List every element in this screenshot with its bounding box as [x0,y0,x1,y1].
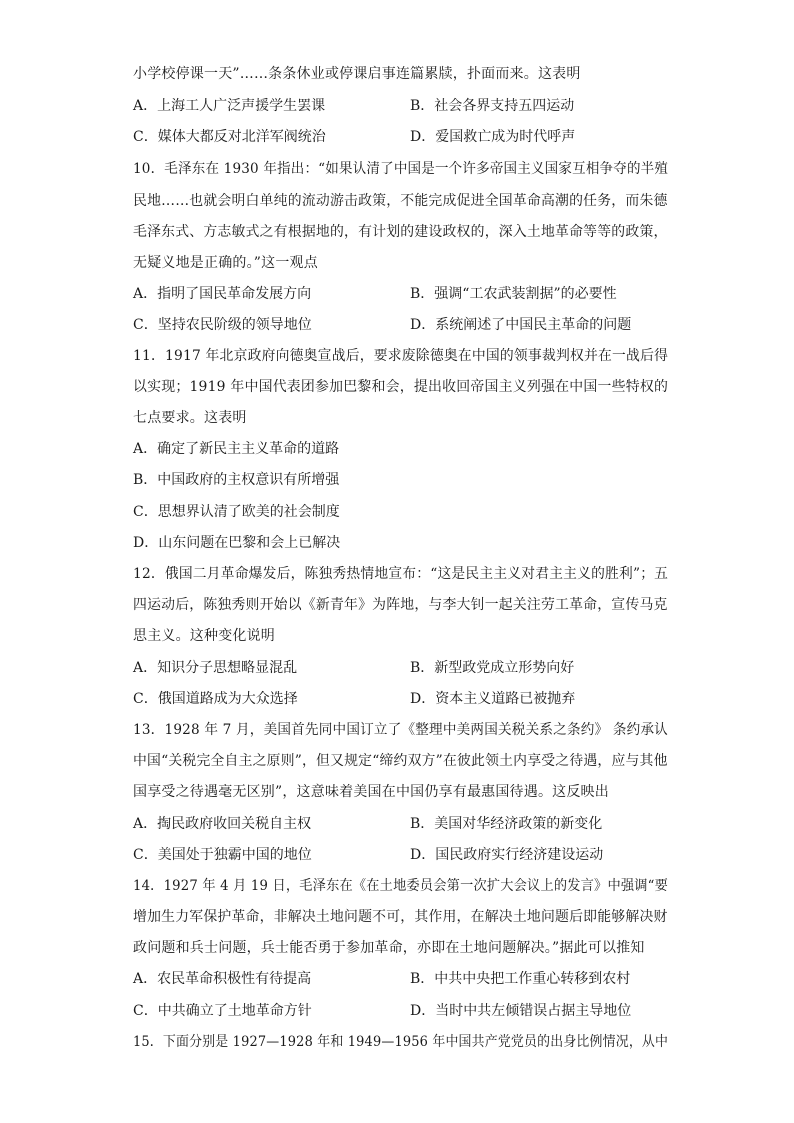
q13-option-d: D．国民政府实行经济建设运动 [410,847,604,863]
q10-stem-line: 民地……也就会明白单纯的流动游击政策，不能完成促进全国革命高潮的任务，而朱德 [133,193,668,209]
q14-option-b: B．中共中央把工作重心转移到农村 [410,971,631,987]
q11-stem-line: 七点要求。这表明 [133,410,247,426]
q9-option-a: A．上海工人广泛声援学生罢课 [133,98,326,114]
q11-option-d: D．山东问题在巴黎和会上已解决 [133,535,341,551]
q14-stem-line: 增加生力军保护革命，非解决土地问题不可，其作用，在解决土地问题后即能够解决财 [133,909,668,925]
q9-option-d: D．爱国救亡成为时代呼声 [410,129,576,145]
q13-option-a: A．掏民政府收回关税自主权 [133,816,312,832]
q14-stem-line: 14．1927 年 4 月 19 日，毛泽东在《在土地委员会第一次扩大会议上的发言》中强调“要 [133,878,669,894]
q14-option-d: D．当时中共左倾错误占据主导地位 [410,1003,632,1019]
q10-stem-line: 毛泽东式、方志敏式之有根据地的，有计划的建设政权的，深入土地革命等等的政策， [133,224,668,240]
q13-stem-line: 国享受之待遇毫无区别”，这意味着美国在中国仍享有最惠国待遇。这反映出 [133,784,609,800]
q11-option-b: B．中国政府的主权意识有所增强 [133,472,340,488]
q12-stem-line: 思主义。这种变化说明 [133,628,275,644]
q9-option-c: C．媒体大都反对北洋军阀统治 [133,129,326,145]
q12-option-c: C．俄国道路成为大众选择 [133,691,298,707]
q11-stem-line: 以实现；1919 年中国代表团参加巴黎和会，提出收回帝国主义列强在中国一些特权的 [133,379,669,395]
q10-option-b: B．强调“工农武装割据”的必要性 [410,286,617,302]
q12-stem-line: 12．俄国二月革命爆发后，陈独秀热情地宣布：“这是民主主义对君主主义的胜利”；五 [133,566,669,582]
q9-option-b: B．社会各界支持五四运动 [410,98,575,114]
q15-stem-line: 15．下面分别是 1927—1928 年和 1949—1956 年中国共产党党员的出身比例情况，从中 [133,1034,669,1050]
q12-stem-line: 四运动后，陈独秀则开始以《新青年》为阵地，与李大钊一起关注劳工革命，宣传马克 [133,597,668,613]
q10-option-a: A．指明了国民革命发展方向 [133,286,312,302]
q10-stem-line: 无疑义地是正确的。”这一观点 [133,255,318,271]
q11-option-c: C．思想界认清了欧美的社会制度 [133,504,340,520]
q14-option-c: C．中共确立了土地革命方针 [133,1003,312,1019]
q10-option-c: C．坚持农民阶级的领导地位 [133,317,312,333]
q11-option-a: A．确定了新民主主义革命的道路 [133,441,340,457]
q13-option-c: C．美国处于独霸中国的地位 [133,847,312,863]
q14-option-a: A．农民革命积极性有待提高 [133,971,312,987]
q12-option-b: B．新型政党成立形势向好 [410,660,575,676]
q13-option-b: B．美国对华经济政策的新变化 [410,816,603,832]
q12-option-a: A．知识分子思想略显混乱 [133,660,298,676]
q13-stem-line: 13．1928 年 7 月，美国首先同中国订立了《整理中美两国关税关系之条约》 条约承认 [133,722,668,738]
q12-option-d: D．资本主义道路已被抛弃 [410,691,576,707]
q10-stem-line: 10．毛泽东在 1930 年指出：“如果认清了中国是一个许多帝国主义国家互相争夺的半殖 [133,161,669,177]
q11-stem-line: 11．1917 年北京政府向德奥宣战后，要求废除德奥在中国的领事裁判权并在一战后得 [133,348,669,364]
q13-stem-line: 中国“关税完全自主之原则”，但又规定“缔约双方”在彼此领土内享受之待遇，应与其他 [133,753,668,769]
intro-line: 小学校停课一天”……条条休业或停课启事连篇累牍，扑面而来。这表明 [133,66,581,82]
q14-stem-line: 政问题和兵士问题，兵士能否勇于参加革命，亦即在土地问题解决。”据此可以推知 [133,940,645,956]
q10-option-d: D．系统阐述了中国民主革命的问题 [410,317,632,333]
